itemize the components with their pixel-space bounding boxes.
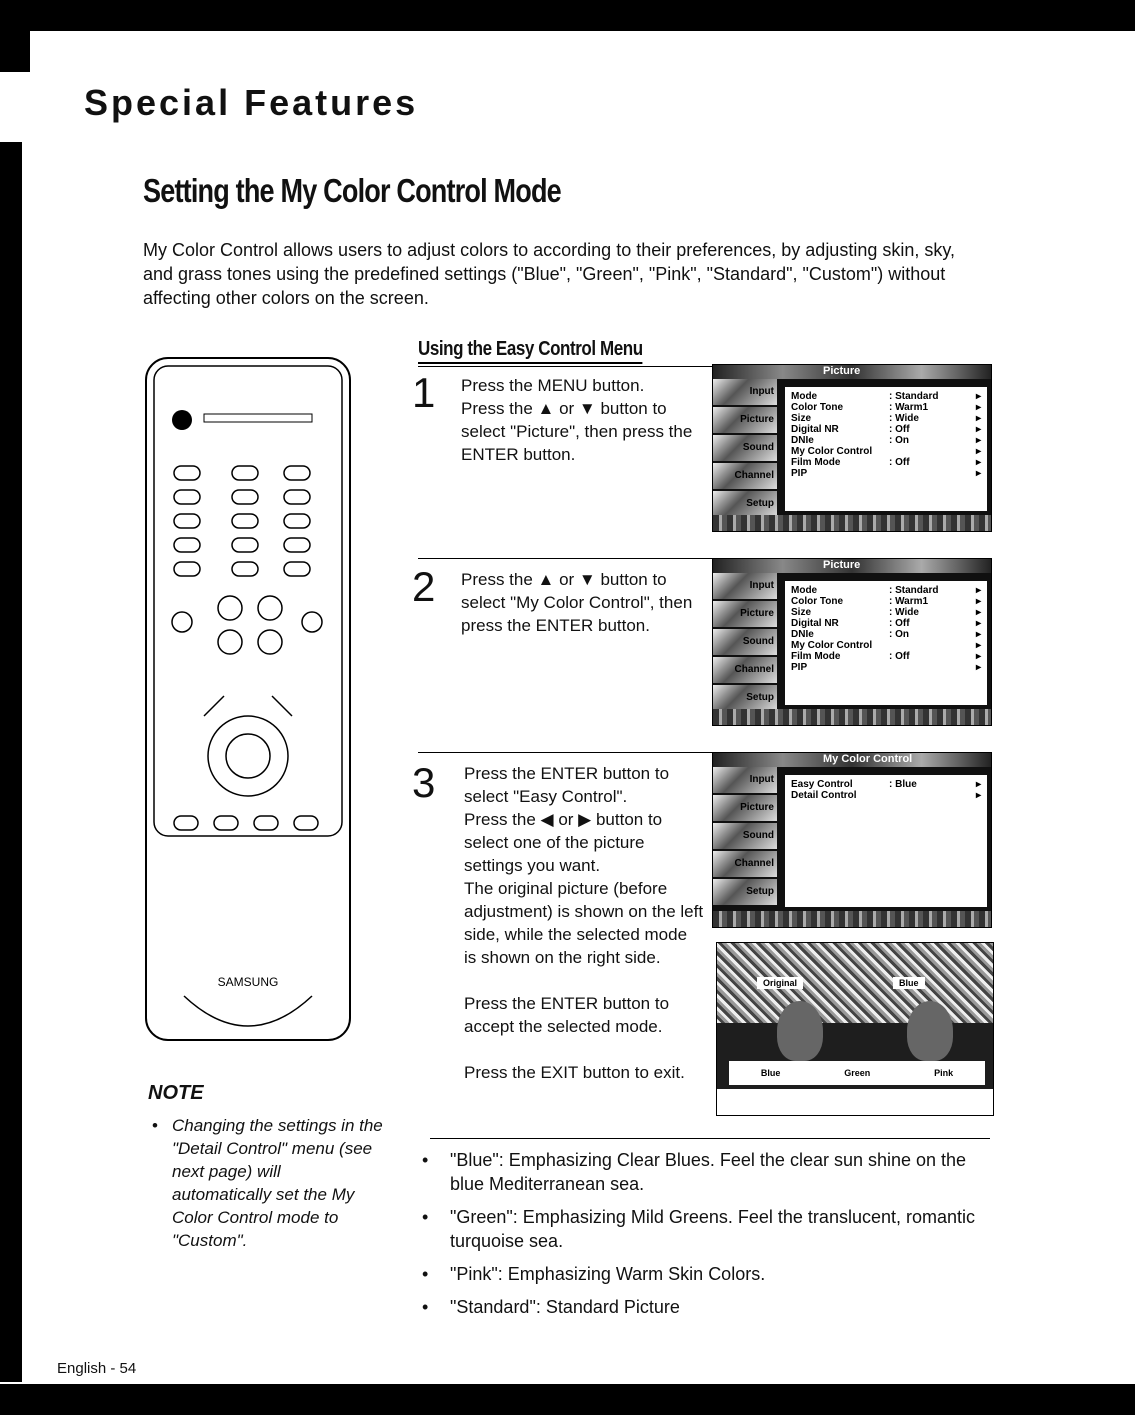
note-text: • Changing the settings in the "Detail Control" menu (see next page) will automatically set the My Color Control mode to "Custom". <box>152 1114 384 1252</box>
menu-tab-input: Input <box>713 573 777 599</box>
intro-paragraph: My Color Control allows users to adjust colors to according to their preferences, by adjusting skin, sky, and grass tones using the predefined settings ("Blue", "Green", "Pink", "Standard", "Custom") without affecting other colors on the screen. <box>143 240 956 308</box>
menu-tab-setup: Setup <box>713 685 777 711</box>
menu-tab-channel: Channel <box>713 463 777 489</box>
step-2-text <box>461 568 711 637</box>
step-line: Press the EXIT button to exit. <box>464 1063 685 1082</box>
mode-descriptions <box>418 1148 988 1328</box>
remote-control-illustration <box>144 356 352 1044</box>
step-line: Press the ENTER button to select "Easy Control". <box>464 764 670 806</box>
bottom-border <box>0 1384 1135 1415</box>
bullet-item: • "Blue": Emphasizing Clear Blues. Feel the clear sun shine on the blue Mediterranean sea. <box>418 1148 988 1196</box>
menu-tab-sound: Sound <box>713 823 777 849</box>
menu-title: Picture <box>823 365 861 377</box>
preview-screenshot <box>716 942 994 1116</box>
step-line: The original picture (before adjustment) is shown on the left side, while the selected mode is shown on the right side. <box>464 879 704 967</box>
step-divider <box>418 752 714 753</box>
note-heading: NOTE <box>148 1082 204 1104</box>
section-title: Special Features <box>84 82 419 123</box>
menu-tab-sound: Sound <box>713 629 777 655</box>
bullets-divider <box>430 1138 990 1139</box>
option-green: Green <box>844 1068 871 1078</box>
step-divider <box>418 558 714 559</box>
easy-control-subheading: Using the Easy Control Menu <box>418 338 643 364</box>
menu-tab-picture: Picture <box>713 795 777 821</box>
step-number: 1 <box>412 369 436 416</box>
menu-title: My Color Control <box>823 753 913 765</box>
option-blue: Blue <box>760 1068 781 1078</box>
color-control-screenshot: My Color Control Input Picture Sound Channel Setup Easy Control : Blue ▸ Detail Control ▸ <box>712 752 992 928</box>
menu-tab-input: Input <box>713 767 777 793</box>
step-line <box>464 1038 704 1061</box>
step-number: 2 <box>412 563 436 610</box>
menu-screenshot: Picture Input Picture Sound Channel Setup Mode : Standard ▸ Color Tone : Warm1 ▸ Size : Wide ▸ Digital NR : Off ▸ DNIe : On ▸ My Color Control ▸ Film Mode : Off ▸ PIP ▸ <box>712 558 992 726</box>
mode-label: Blue <box>893 977 925 989</box>
menu-tab-setup: Setup <box>713 879 777 905</box>
remote-brand: SAMSUNG <box>217 975 279 989</box>
step-3-text <box>464 762 704 1084</box>
step-divider <box>418 366 714 367</box>
bullet-item: • "Standard": Standard Picture <box>418 1295 988 1319</box>
menu-tab-channel: Channel <box>713 851 777 877</box>
step-number: 3 <box>412 759 436 806</box>
step-line <box>464 969 704 992</box>
menu-tab-sound: Sound <box>713 435 777 461</box>
step-line: Press the ▲ or ▼ button to select "Picture", then press the ENTER button. <box>461 399 693 464</box>
step-line: Press the ▲ or ▼ button to select "My Color Control", then press the ENTER button. <box>461 570 693 635</box>
menu-tab-input: Input <box>713 379 777 405</box>
bullet-item: • "Green": Emphasizing Mild Greens. Feel the translucent, romantic turquoise sea. <box>418 1205 988 1253</box>
menu-screenshot: Picture Input Picture Sound Channel Setup Mode : Standard ▸ Color Tone : Warm1 ▸ Size : Wide ▸ Digital NR : Off ▸ DNIe : On ▸ My Color Control ▸ Film Mode : Off ▸ PIP ▸ <box>712 364 992 532</box>
menu-tab-picture: Picture <box>713 407 777 433</box>
step-1-text <box>461 374 706 466</box>
step-line: Press the ENTER button to accept the selected mode. <box>464 994 670 1036</box>
original-label: Original <box>757 977 803 989</box>
menu-tab-setup: Setup <box>713 491 777 517</box>
top-border <box>0 0 1135 31</box>
left-border-tab <box>0 28 30 72</box>
menu-tab-channel: Channel <box>713 657 777 683</box>
step-line: Press the ◀ or ▶ button to select one of the picture settings you want. <box>464 810 663 875</box>
menu-title: Picture <box>823 559 861 571</box>
bullet-item: • "Pink": Emphasizing Warm Skin Colors. <box>418 1262 988 1286</box>
left-border <box>0 142 22 1382</box>
option-pink: Pink <box>934 1068 954 1078</box>
step-line: Press the MENU button. <box>461 376 645 395</box>
page-title: Setting the My Color Control Mode <box>143 172 561 209</box>
menu-tab-picture: Picture <box>713 601 777 627</box>
page-number: English - 54 <box>57 1360 137 1377</box>
